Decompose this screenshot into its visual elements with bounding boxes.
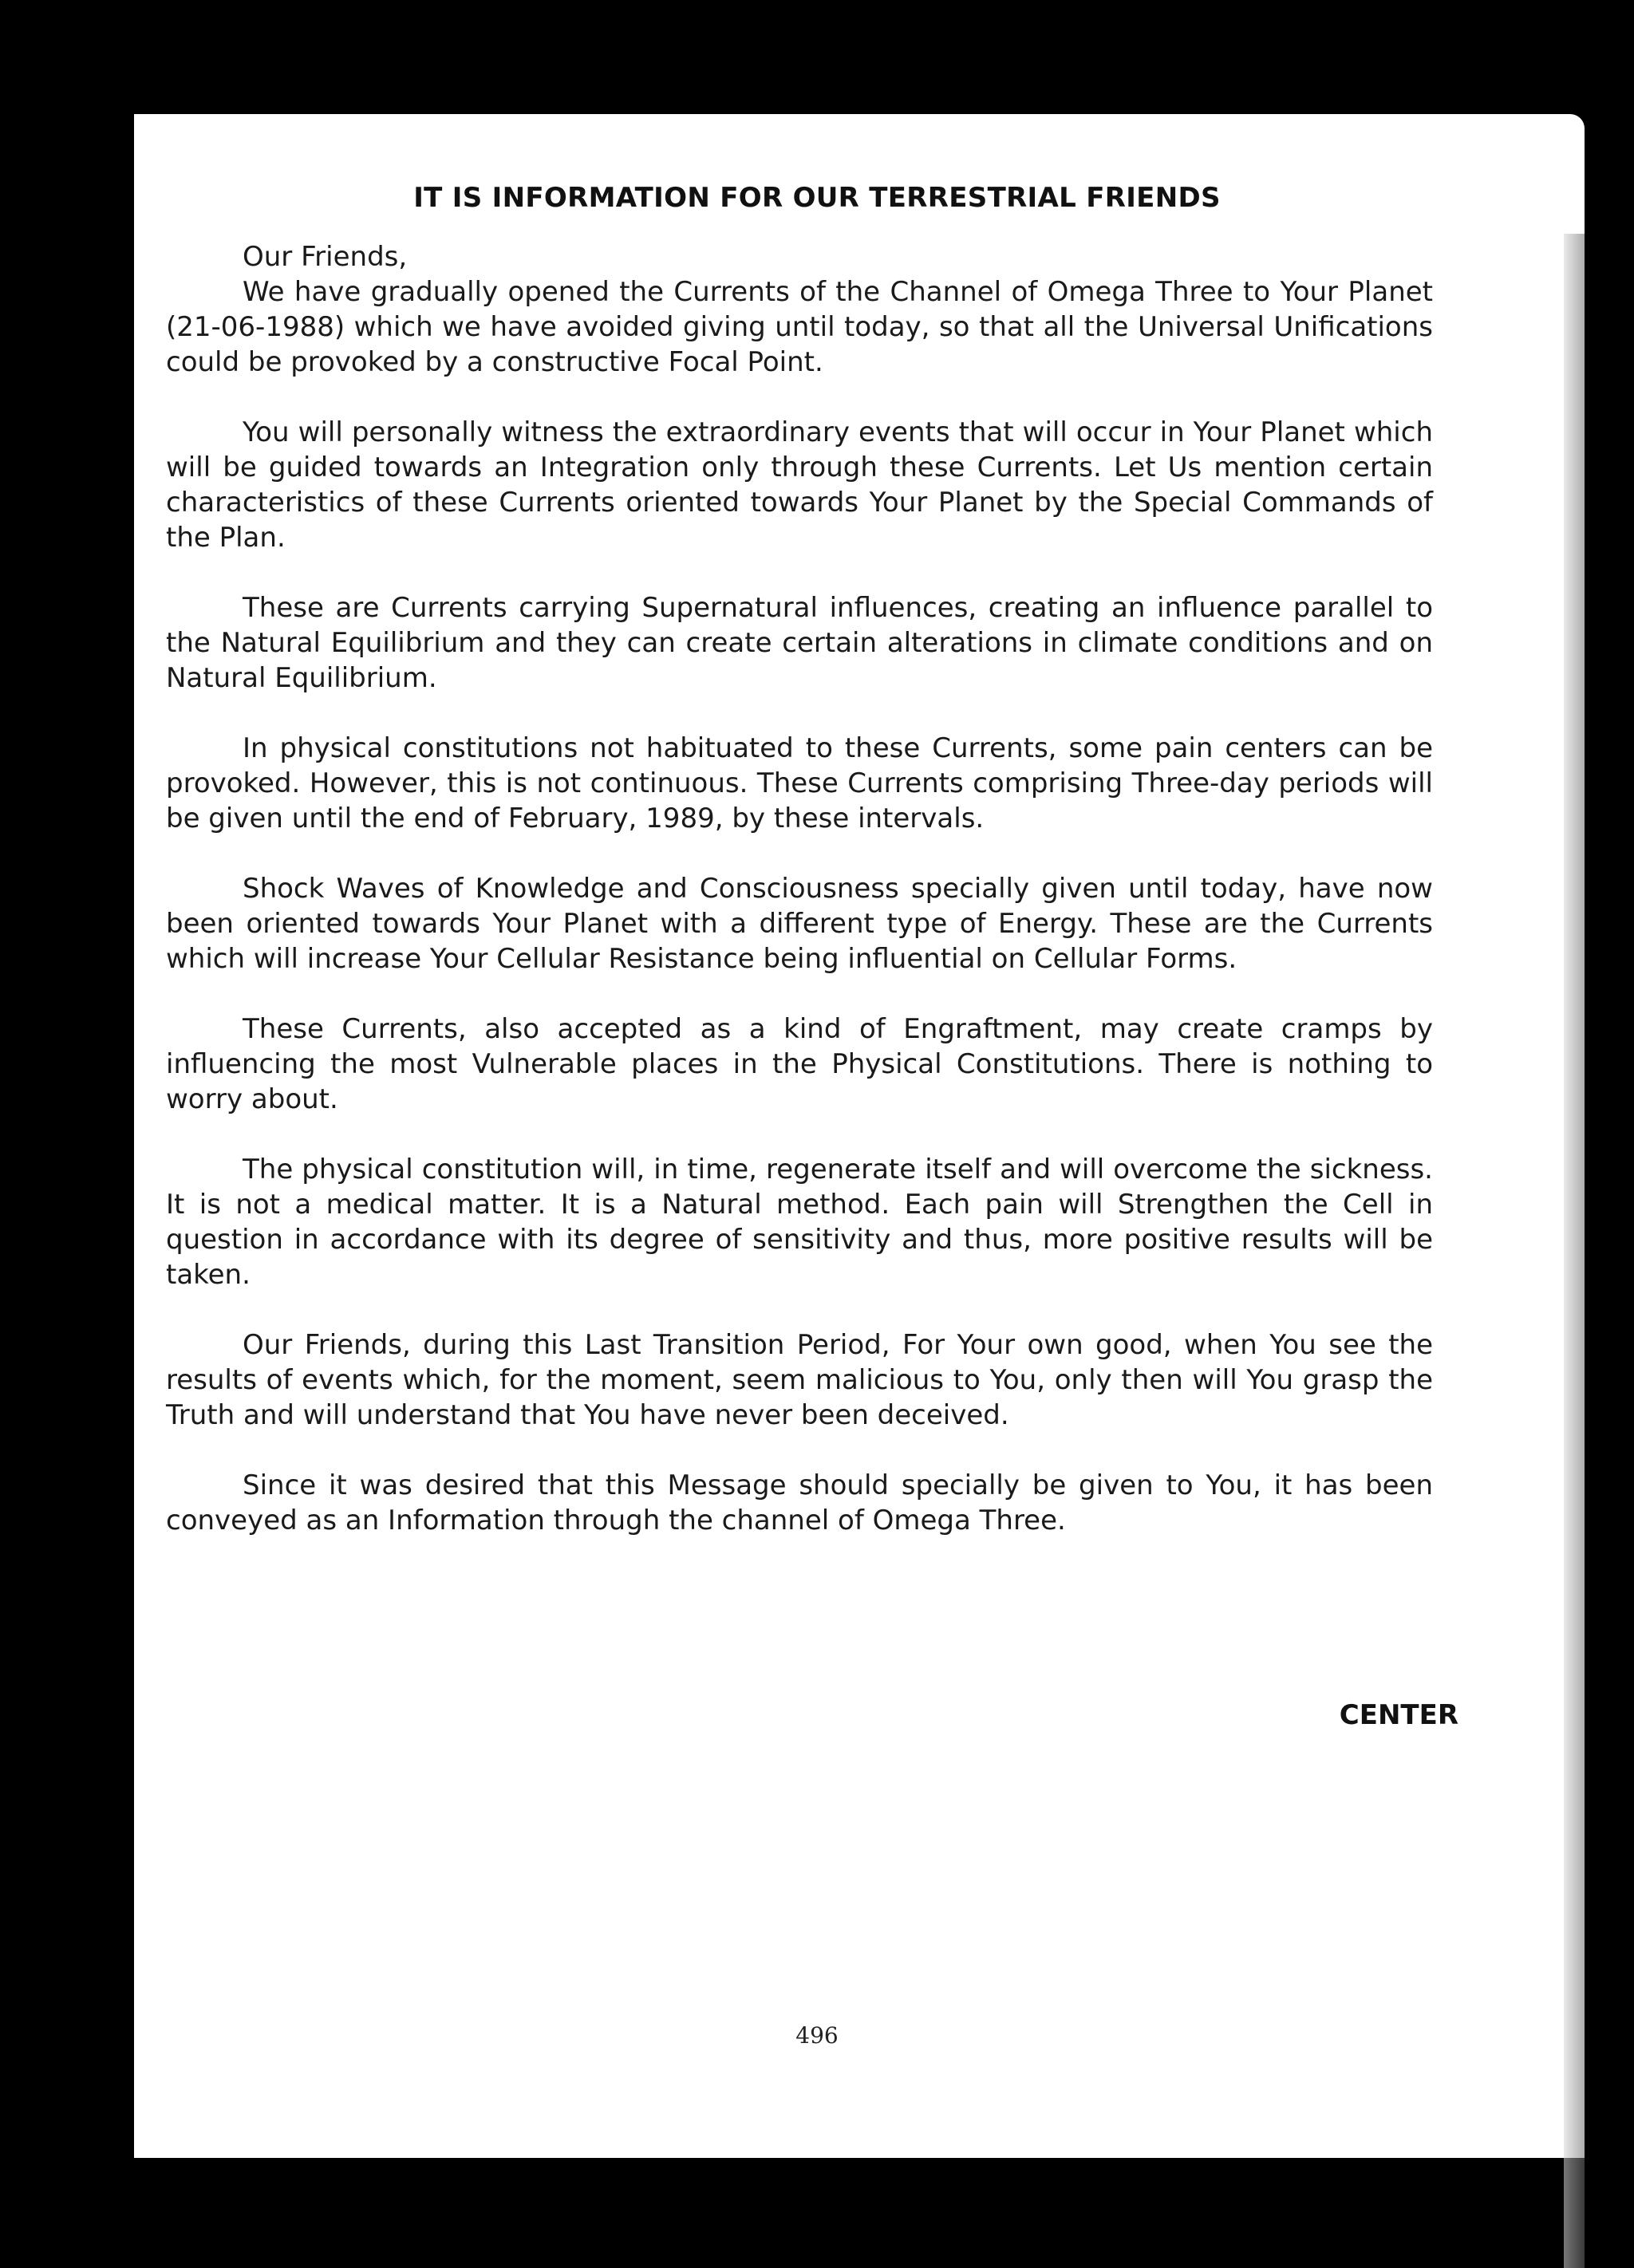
paragraph-2: You will personally witness the extraordinary events that will occur in Your Planet which will be guided towards an Integration only through these Currents. Let Us mention certain characteristics of these Currents oriented towards Your Planet by the Special Commands of the Plan. xyxy=(166,416,1433,554)
paragraph-9: Since it was desired that this Message should specially be given to You, it has been conveyed as an Information through the channel of Omega Three. xyxy=(166,1469,1433,1536)
salutation: Our Friends, xyxy=(243,241,408,273)
page-edge-shadow xyxy=(1564,234,1585,2268)
paragraph-8: Our Friends, during this Last Transition Period, For Your own good, when You see the results of events which, for the moment, seem malicious to You, only then will You grasp the Truth and will understand that You have never been deceived. xyxy=(166,1329,1433,1431)
document-title: IT IS INFORMATION FOR OUR TERRESTRIAL FRIENDS xyxy=(413,182,1221,214)
paragraph-6: These Currents, also accepted as a kind of Engraftment, may create cramps by influencing the most Vulnerable places in the Physical Constitutions. There is nothing to worry about. xyxy=(166,1013,1433,1115)
page-number: 496 xyxy=(795,2022,839,2049)
paragraph-5: Shock Waves of Knowledge and Consciousness specially given until today, have now been oriented towards Your Planet with a different type of Energy. These are the Currents which will increase Your Cellular Resistance being influential on Cellular Forms. xyxy=(166,873,1433,975)
paragraph-3: These are Currents carrying Supernatural influences, creating an influence parallel to the Natural Equilibrium and they can create certain alterations in climate conditions and on Natural Equilibrium. xyxy=(166,592,1433,694)
paragraph-1: We have gradually opened the Currents of the Channel of Omega Three to Your Planet (21-06-1988) which we have avoided giving until today, so that all the Universal Unifications could be provoked by a constructive Focal Point. xyxy=(166,276,1433,378)
paragraph-7: The physical constitution will, in time, regenerate itself and will overcome the sickness. It is not a medical matter. It is a Natural method. Each pain will Strengthen the Cell in question in accordance with its degree of sensitivity and thus, more positive results will be taken. xyxy=(166,1154,1433,1291)
signature: CENTER xyxy=(1339,1699,1458,1731)
document-body xyxy=(166,239,1433,1573)
paragraph-4: In physical constitutions not habituated to these Currents, some pain centers can be provoked. However, this is not continuous. These Currents comprising Three-day periods will be given until the end of February, 1989, by these intervals. xyxy=(166,732,1433,834)
